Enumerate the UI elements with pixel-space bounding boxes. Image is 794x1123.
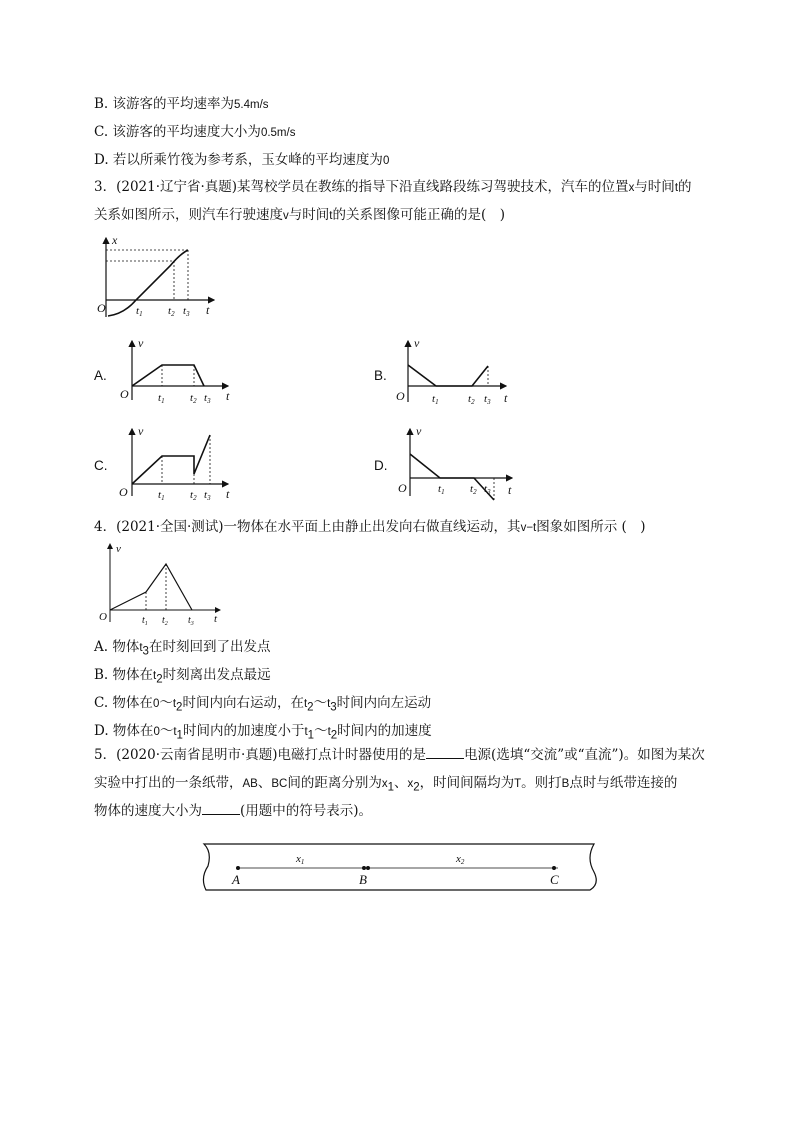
x-axis-label: t [226,389,230,403]
x-axis-label: t [226,487,230,501]
y-axis-label: v [138,336,144,350]
tape-label-x2: x2 [456,853,465,866]
q3-option-b-graph[interactable] [394,338,514,408]
option-c-value: 0.5m/s [260,127,296,139]
tick-t1: $t_1$ [142,615,148,627]
subscript: 3 [330,701,337,714]
q4-stem [94,517,646,538]
tick-t1: t1 [438,483,445,496]
q3-option-d-label[interactable]: D. [374,458,388,473]
x-axis-label: t [214,613,218,625]
q3-stem-line1 [94,177,692,198]
q3-symbol-t: t [674,182,679,194]
option-d-text: D. 若以所乘竹筏为参考系，玉女峰的平均速度为 [94,152,383,168]
symbol-zero: 0 [152,698,160,710]
q4-symbol-vt: v−t [520,522,537,534]
q4-a-text: 在时刻回到了出发点 [148,639,271,655]
q4-option-c[interactable] [94,693,431,718]
origin-label: O [97,301,106,315]
q3-text: 与时间 [288,207,330,223]
origin-label: O [398,481,407,495]
tick-t2: t2 [168,305,175,318]
origin-label: O [99,611,107,623]
q4-option-b[interactable] [94,665,271,690]
tick-t2: t2 [190,489,197,502]
q4-c-text: 时间内向左运动 [336,695,432,711]
symbol-ab: AB [242,778,258,790]
tilde: ～ [159,695,173,711]
q4-option-d[interactable] [94,721,432,746]
option-c-text: C. 该游客的平均速度大小为 [94,124,261,140]
q4-d-text: 时间内的加速度小于 [182,723,305,739]
answer-blank-1[interactable] [426,746,464,759]
dot-b [366,866,370,870]
vt-line [410,454,494,500]
q3-xt-graph [94,232,224,322]
origin-label: O [396,389,405,403]
tick-t1: t1 [136,305,143,318]
symbol-x: x [407,778,414,790]
tick-t1: t1 [432,393,439,406]
q4-c-text: 时间内向右运动，在 [182,695,304,711]
subscript: 2 [176,701,183,714]
tick-t2: t2 [468,393,475,406]
q3-text: 的关系图像可能正确的是( ) [332,207,505,223]
tick-t1: t1 [158,489,165,502]
q4-option-a[interactable] [94,637,270,662]
symbol-t: t [327,726,331,738]
tick-t1: t1 [158,392,165,405]
q5-text: (用题中的符号表示)。 [240,803,373,819]
tilde: ～ [313,695,328,711]
q4-text: 4．(2021·全国·测试)一物体在水平面上由静止出发向右做直线运动，其 [94,519,521,535]
symbol-t: t [304,726,308,738]
option-b-value: 5.4m/s [234,99,269,111]
q5-text: 、 [393,775,408,791]
q3-text: 的 [678,179,692,195]
answer-blank-2[interactable] [202,802,240,815]
q5-text: 实验中打出的一条纸带， [94,775,243,791]
subscript: 2 [330,729,338,742]
q5-text: 点时与纸带连接的 [569,775,678,791]
subscript: 2 [156,673,163,686]
y-axis-label: v [138,424,144,438]
tick-t3: $t_3$ [188,615,194,627]
symbol-bc: BC [271,778,288,790]
symbol-t: t [139,642,143,654]
q3-text: 与时间 [634,179,675,195]
q5-text: 5．(2020·云南省昆明市·真题)电磁打点计时器使用的是 [94,747,427,763]
q4-d-text: 时间内的加速度 [337,723,432,739]
option-d-value: 0 [382,155,390,167]
q4-d-text: D. 物体在 [94,723,154,739]
tick-t2: t2 [190,392,197,405]
q5-text: 、 [257,775,272,791]
q5-text: 。则打 [521,775,562,791]
q3-text: 关系如图所示，则汽车行驶速度 [94,207,283,223]
q3-option-c-graph[interactable] [116,426,246,506]
q3-symbol-x: x [628,182,635,194]
tape-outline [203,844,596,890]
q3-option-b-label[interactable]: B. [374,368,387,383]
subscript: 3 [142,645,149,658]
q5-text: ，时间间隔均为 [419,775,515,791]
tick-t2: $t_2$ [162,615,168,627]
q4-text: 图象如图所示 ( ) [536,519,646,535]
q3-symbol-t: t [329,210,333,222]
q4-vt-graph [96,540,236,630]
option-d-prev [94,150,389,171]
q4-b-text: B. 物体在 [94,667,154,683]
q3-option-a-label[interactable]: A. [94,368,107,383]
tape-label-b: B [359,872,367,887]
symbol-t: t [153,670,157,682]
origin-label: O [119,485,128,499]
q5-line1 [94,745,705,765]
q5-text: 物体的速度大小为 [94,803,202,819]
subscript: 1 [307,729,315,742]
symbol-zero: 0 [153,726,160,738]
q3-symbol-v: v [283,210,289,222]
tick-t3: t3 [204,392,211,405]
symbol-B: B [561,778,570,790]
q5-line2 [94,773,677,798]
symbol-t: t [173,726,177,738]
subscript: 1 [176,729,183,742]
symbol-T: T [514,778,522,790]
xt-curve [108,250,188,316]
q3-text: 3．(2021·辽宁省·真题)某驾校学员在教练的指导下沿直线路段练习驾驶技术，汽车的位置 [94,179,629,195]
tape-label-x1: x1 [296,853,305,866]
tape-label-c: C [550,872,559,887]
symbol-t: t [303,698,308,710]
y-axis-label: x [112,233,118,247]
symbol-t: t [172,698,177,710]
paper-tape-figure [198,840,598,894]
tilde: ～ [314,723,328,739]
origin-label: O [120,387,129,401]
q3-option-c-label[interactable]: C. [94,458,108,473]
q3-option-a-graph[interactable] [116,338,236,408]
tick-t3: t3 [183,305,190,318]
tick-t2: t2 [470,483,477,496]
tick-t3: t3 [484,483,491,496]
x-axis-label: t [206,303,210,317]
q5-line3 [94,801,372,821]
tick-t3: t3 [204,489,211,502]
dot-a [236,866,240,870]
symbol-x: x [381,778,388,790]
option-c-prev [94,122,295,143]
option-b-text: B. 该游客的平均速率为 [94,96,235,112]
vt-line [408,365,488,386]
option-b-prev [94,94,269,115]
dot-c [552,866,556,870]
vt-line [132,365,204,386]
q5-text: 电源(选填“交流”或“直流”)。如图为某次 [464,747,705,763]
q4-c-text: C. 物体在 [94,695,153,711]
y-axis-label: v [414,336,420,350]
q4-b-text: 时刻离出发点最远 [162,667,271,683]
subscript: 2 [413,781,420,794]
vt-line [110,564,192,610]
y-axis-label: v [116,543,121,555]
x-axis-label: t [508,483,512,497]
q4-a-text: A. 物体 [94,639,140,655]
tick-t3: t3 [484,393,491,406]
q5-text: 间的距离分别为 [287,775,382,791]
tape-label-a: A [232,872,240,887]
x-axis-label: t [504,391,508,405]
y-axis-label: v [416,424,422,438]
q3-option-d-graph[interactable] [394,426,524,506]
symbol-t: t [327,698,331,710]
vt-line [132,435,210,484]
subscript: 1 [387,781,394,794]
tilde: ～ [159,723,174,739]
subscript: 2 [307,701,314,714]
q3-stem-line2 [94,205,505,226]
